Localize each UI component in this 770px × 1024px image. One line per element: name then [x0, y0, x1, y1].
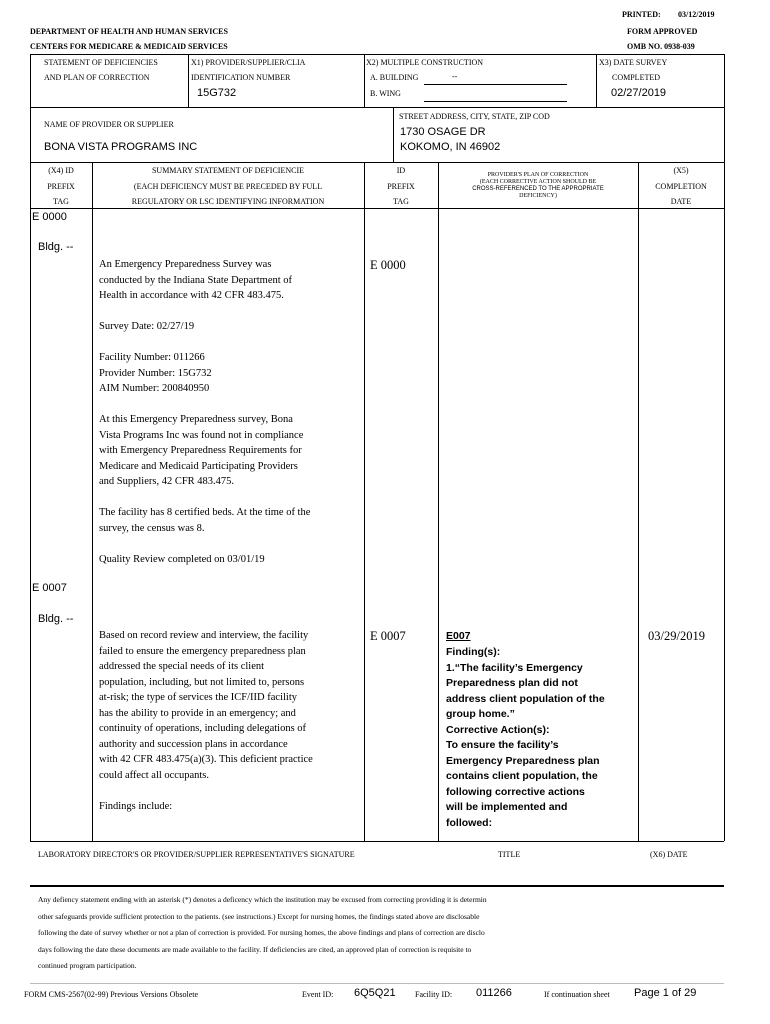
entry-tag: E 0000: [32, 211, 67, 223]
plan-of-correction-text: Finding(s): 1.“The facility’s Emergency Preparedness plan did not address client population of the group home.” Corrective Action(s): To ensure the facility’s Emergency Preparedness plan contains client population, the following corrective actions will be implemented and followed:: [446, 646, 605, 829]
x5-label: (X5): [673, 166, 689, 175]
entry-tag: E 0007: [32, 582, 67, 594]
address-line1: 1730 OSAGE DR: [400, 126, 486, 138]
event-id-value: 6Q5Q21: [354, 987, 396, 999]
printed-label: PRINTED:: [622, 10, 661, 19]
plan-header-1: PROVIDER'S PLAN OF CORRECTION: [487, 172, 589, 178]
grid-line: [30, 841, 724, 842]
facility-id-value: 011266: [476, 987, 512, 999]
completion-date: 03/29/2019: [648, 629, 705, 643]
page-number: Page 1 of 29: [634, 987, 697, 999]
plan-reference: E007: [446, 630, 471, 642]
omb-number: OMB NO. 0938-039: [627, 42, 695, 51]
facility-id-label: Facility ID:: [415, 990, 453, 999]
wing-label: B. WING: [370, 89, 401, 98]
plan-header-3: CROSS-REFERENCED TO THE APPROPRIATE: [472, 186, 604, 192]
deficiency-statement: Based on record review and interview, the facility failed to ensure the emergency preparedness plan addressed the special needs of its client population, including, but not limited to, persons at-risk; the type of services the ICF/IID facility has the ability to provide in an emergency; and continuity of operations, including delegations of authority and succession plans in accordance with 42 CFR 483.475(a)(3). This deficient practice could affect all occupants. Findings include:: [99, 630, 313, 812]
id-label: ID: [396, 166, 406, 175]
printed-date: 03/12/2019: [678, 10, 715, 19]
x4-id-label: (X4) ID: [48, 166, 74, 175]
building-label: A. BUILDING: [370, 73, 419, 82]
signature-label: LABORATORY DIRECTOR'S OR PROVIDER/SUPPLIER REPRESENTATIVE'S SIGNATURE: [38, 850, 355, 859]
completed-label: COMPLETED: [612, 73, 660, 82]
provider-name-label: NAME OF PROVIDER OR SUPPLIER: [44, 120, 174, 129]
grid-line: [30, 208, 724, 209]
building-underline: [424, 84, 567, 85]
department-title: DEPARTMENT OF HEALTH AND HUMAN SERVICES: [30, 27, 228, 36]
grid-line: [393, 107, 394, 162]
grid-line: [30, 107, 724, 108]
plan-header-2: (EACH CORRECTIVE ACTION SHOULD BE: [479, 179, 597, 185]
grid-line: [364, 162, 365, 841]
survey-date-value: 02/27/2019: [611, 87, 667, 99]
event-id-label: Event ID:: [302, 990, 334, 999]
entry-id-tag: E 0007: [370, 629, 406, 643]
completion-label: COMPLETION: [655, 182, 707, 191]
entry-building: Bldg. --: [38, 241, 74, 253]
form-approved-label: FORM APPROVED: [627, 27, 698, 36]
wing-underline: [424, 101, 567, 102]
statement-label: STATEMENT OF DEFICIENCIES: [44, 58, 158, 67]
date-survey-label: X3) DATE SURVEY: [599, 58, 668, 67]
grid-line: [92, 162, 93, 841]
id-prefix-label: PREFIX: [387, 182, 415, 191]
x6-date-label: (X6) DATE: [650, 850, 688, 859]
grid-line: [638, 162, 639, 841]
plan-of-correction-label: AND PLAN OF CORRECTION: [44, 73, 150, 82]
entry-building: Bldg. --: [38, 613, 74, 625]
provider-id-value: 15G732: [197, 87, 237, 99]
building-value: --: [452, 72, 458, 81]
grid-line: [364, 54, 365, 107]
multiple-construction-label: X2) MULTIPLE CONSTRUCTION: [366, 58, 484, 67]
grid-line: [188, 54, 189, 107]
provider-name: BONA VISTA PROGRAMS INC: [44, 141, 198, 153]
grid-line: [438, 162, 439, 841]
plan-header-4: DEFICIENCY): [519, 193, 557, 199]
date-label: DATE: [670, 197, 692, 206]
disclaimer-text: Any defiency statement ending with an asterisk (*) denotes a deficency which the institution may be excused from correcting providing it is determin other safeguards provide sufficient protection to the patients. (see instructions.) Except for nursing homes, the findings stated above are disclosable following the date of survey whether or not a plan of correction is provided. For nursing homes, the above findings and plans of correction are disclo days following the date these documents are made available to the facility. If deficiencies are cited, an approved plan of correction is requisite to continued program participation.: [38, 895, 487, 970]
continuation-label: If continuation sheet: [544, 990, 610, 999]
signature-divider: [30, 885, 724, 887]
deficiency-statement: An Emergency Preparedness Survey was conducted by the Indiana State Department of Health in accordance with 42 CFR 483.475. Survey Date: 02/27/19 Facility Number: 011266 Provider Number: 15G732 AIM Number: 200840950 At this Emergency Preparedness survey, Bona Vista Programs Inc was found not in compliance with Emergency Preparedness Requirements for Medicare and Medicaid Participating Providers and Suppliers, 42 CFR 483.475. The facility has 8 certified beds. At the time of the survey, the census was 8. Quality Review completed on 03/01/19: [99, 259, 311, 565]
address-line2: KOKOMO, IN 46902: [400, 141, 501, 153]
summary-header-1: SUMMARY STATEMENT OF DEFICIENCIE: [151, 166, 305, 175]
id-tag-label: TAG: [393, 197, 409, 206]
identification-number-label: IDENTIFICATION NUMBER: [191, 73, 291, 82]
grid-line: [30, 162, 724, 163]
summary-header-2: (EACH DEFICIENCY MUST BE PRECEDED BY FULL: [133, 182, 323, 191]
x4-tag-label: TAG: [53, 197, 69, 206]
x4-prefix-label: PREFIX: [47, 182, 75, 191]
form-number: FORM CMS-2567(02-99) Previous Versions Obsolete: [24, 990, 199, 999]
footer-divider: [30, 983, 724, 984]
address-label: STREET ADDRESS, CITY, STATE, ZIP COD: [399, 112, 550, 121]
title-label: TITLE: [498, 850, 521, 859]
grid-line: [724, 54, 725, 841]
grid-line: [596, 54, 597, 107]
entry-id-tag: E 0000: [370, 258, 406, 272]
summary-header-3: REGULATORY OR LSC IDENTIFYING INFORMATION: [131, 197, 325, 206]
provider-id-label: X1) PROVIDER/SUPPLIER/CLIA: [191, 58, 306, 67]
grid-line: [30, 54, 724, 55]
centers-title: CENTERS FOR MEDICARE & MEDICAID SERVICES: [30, 42, 228, 51]
